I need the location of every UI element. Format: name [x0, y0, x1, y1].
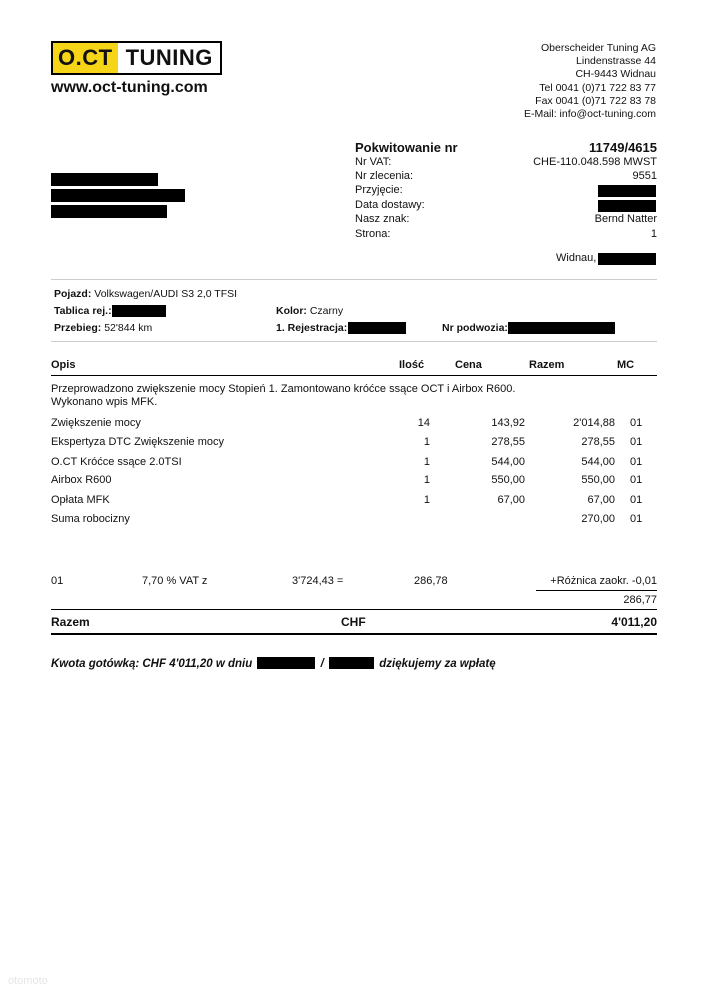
website-url: www.oct-tuning.com — [51, 79, 208, 96]
grand-total-currency: CHF — [341, 615, 366, 629]
page-value: 1 — [650, 228, 657, 240]
grand-total-label: Razem — [51, 615, 90, 629]
payment-separator: / — [320, 658, 324, 670]
receipt-title — [355, 140, 657, 155]
redacted-registration — [348, 322, 406, 334]
redacted-chassis — [508, 322, 615, 334]
item-mc: 01 — [630, 417, 643, 429]
col-header-total: Razem — [529, 359, 565, 371]
redacted-intake-date — [598, 185, 656, 197]
intake-label: Przyjęcie: — [355, 184, 403, 196]
page-row — [355, 228, 657, 242]
chassis-line — [442, 322, 508, 334]
registration-line — [276, 322, 347, 334]
sign-value: Bernd Natter — [594, 213, 657, 225]
our-sign-row — [355, 213, 657, 227]
item-mc: 01 — [630, 474, 643, 486]
payment-text: Kwota gotówką: CHF 4'011,20 w dniu — [51, 658, 253, 670]
company-street: Lindenstrasse 44 — [576, 55, 656, 68]
redacted-recipient-city — [51, 205, 167, 218]
company-logo — [51, 41, 222, 75]
order-value: 9551 — [632, 170, 657, 182]
divider — [51, 279, 657, 280]
item-desc: Suma robocizny — [51, 513, 130, 525]
table-header-rule — [51, 375, 657, 376]
rounding-difference: +Różnica zaokr. -0,01 — [550, 575, 657, 587]
subtotal-rule — [536, 590, 657, 591]
vat-code: 01 — [51, 575, 64, 587]
color-line — [276, 305, 343, 317]
item-qty: 1 — [423, 494, 430, 506]
place-label: Widnau, — [556, 252, 597, 264]
total-top-rule — [51, 609, 657, 610]
item-qty: 1 — [423, 456, 430, 468]
item-mc: 01 — [630, 494, 643, 506]
item-qty: 1 — [423, 474, 430, 486]
item-total: 278,55 — [581, 436, 615, 448]
mileage-label: Przebieg: — [54, 322, 102, 334]
item-qty: 14 — [417, 417, 430, 429]
vehicle-line — [54, 288, 237, 300]
vehicle-label: Pojazd: — [54, 288, 92, 300]
vat-base: 3'724,43 = — [292, 575, 344, 587]
payment-thanks: dziękujemy za wpłatę — [379, 658, 496, 670]
item-mc: 01 — [630, 436, 643, 448]
item-price: 143,92 — [491, 417, 525, 429]
delivery-label: Data dostawy: — [355, 199, 425, 211]
item-mc: 01 — [630, 513, 643, 525]
item-price: 550,00 — [491, 474, 525, 486]
item-total: 270,00 — [581, 513, 615, 525]
vat-amount: 286,78 — [414, 575, 448, 587]
item-price: 544,00 — [491, 456, 525, 468]
logo-wordmark: TUNING — [125, 45, 213, 70]
color-value: Czarny — [309, 305, 344, 317]
redacted-plate — [112, 305, 166, 317]
work-note — [51, 383, 515, 409]
vat-rate: 7,70 % VAT z — [142, 575, 208, 587]
company-address — [524, 42, 656, 121]
item-desc: O.CT Króćce ssące 2.0TSI — [51, 456, 182, 468]
company-name: Oberscheider Tuning AG — [541, 42, 656, 54]
item-desc: Airbox R600 — [51, 474, 112, 486]
mileage-value: 52'844 km — [104, 322, 153, 334]
item-desc: Ekspertyza DTC Zwiększenie mocy — [51, 436, 224, 448]
vat-total: 286,77 — [623, 594, 657, 606]
col-header-qty: Ilość — [399, 359, 425, 371]
logo-mark: O.CT — [53, 43, 118, 73]
order-label: Nr zlecenia: — [355, 170, 414, 182]
redacted-issue-date — [598, 253, 656, 265]
work-note-line: Przeprowadzono zwiększenie mocy Stopień 1. Zamontowano króćce ssące OCT i Airbox R600. — [51, 383, 516, 395]
mileage-line — [54, 322, 152, 334]
col-header-price: Cena — [455, 359, 482, 371]
chassis-label: Nr podwozia: — [442, 322, 508, 334]
item-total: 2'014,88 — [573, 417, 615, 429]
redacted-payment-date — [257, 657, 315, 669]
item-desc: Zwiększenie mocy — [51, 417, 141, 429]
color-label: Kolor: — [276, 305, 307, 317]
item-qty: 1 — [423, 436, 430, 448]
item-price: 278,55 — [491, 436, 525, 448]
item-total: 67,00 — [587, 494, 615, 506]
plate-label: Tablica rej.: — [54, 305, 112, 317]
total-bottom-rule — [51, 633, 657, 635]
item-total: 544,00 — [581, 456, 615, 468]
company-city: CH-9443 Widnau — [575, 68, 656, 81]
receipt-number: 11749/4615 — [589, 140, 657, 155]
col-header-desc: Opis — [51, 359, 76, 371]
order-number-row — [355, 170, 657, 184]
vehicle-value: Volkswagen/AUDI S3 2,0 TFSI — [94, 288, 238, 300]
vat-value: CHE-110.048.598 MWST — [533, 156, 657, 168]
item-price: 67,00 — [497, 494, 525, 506]
receipt-title-label: Pokwitowanie nr — [355, 140, 458, 155]
company-email: E-Mail: info@oct-tuning.com — [523, 108, 656, 121]
redacted-recipient-street — [51, 189, 185, 202]
sign-label: Nasz znak: — [355, 213, 410, 225]
grand-total-amount: 4'011,20 — [611, 615, 657, 629]
payment-confirmation — [51, 657, 496, 670]
item-mc: 01 — [630, 456, 643, 468]
redacted-delivery-date — [598, 200, 656, 212]
redacted-recipient-name — [51, 173, 158, 186]
plate-line — [54, 305, 112, 317]
watermark: otomoto — [8, 975, 48, 987]
vat-label: Nr VAT: — [355, 156, 392, 168]
vat-number-row — [355, 156, 657, 170]
work-note-line: Wykonano wpis MFK. — [51, 396, 158, 408]
registration-label: 1. Rejestracja: — [276, 322, 348, 334]
item-total: 550,00 — [581, 474, 615, 486]
page-label: Strona: — [355, 228, 391, 240]
divider — [51, 341, 657, 342]
redacted-payment-ref — [329, 657, 374, 669]
company-fax: Fax 0041 (0)71 722 83 78 — [535, 94, 656, 107]
item-desc: Opłata MFK — [51, 494, 110, 506]
company-tel: Tel 0041 (0)71 722 83 77 — [539, 81, 656, 94]
col-header-mc: MC — [617, 359, 635, 371]
